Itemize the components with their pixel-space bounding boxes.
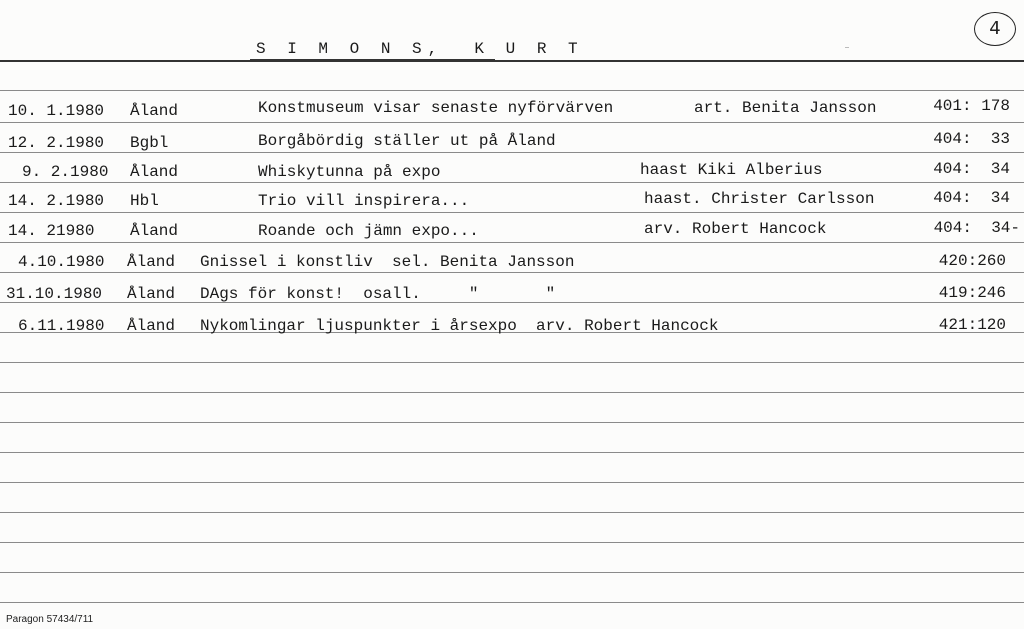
entry-ref: 421:120 [938, 316, 1006, 334]
entry-date: 4.10.1980 [18, 253, 105, 271]
entry-ref: 404: 34 [933, 160, 1010, 178]
rule-line [0, 512, 1024, 513]
rule-line [0, 122, 1024, 123]
entry-source: Åland [127, 317, 176, 335]
entry-ref: 404: 33 [933, 130, 1010, 148]
rule-line [0, 362, 1024, 363]
entry-author: art. Benita Jansson [694, 99, 877, 117]
entry-date: 6.11.1980 [18, 317, 105, 335]
entry-ref: 420:260 [938, 252, 1006, 270]
entry-source: Bgbl [130, 134, 169, 152]
rule-line [0, 572, 1024, 573]
entry-title: DAgs för konst! osall. " " [200, 285, 556, 303]
entry-author: haast. Christer Carlsson [644, 190, 875, 208]
rule-line [0, 90, 1024, 91]
header-rule [0, 60, 1024, 62]
entry-title: Whiskytunna på expo [258, 163, 441, 181]
rule-line [0, 452, 1024, 453]
entry-source: Åland [127, 285, 176, 303]
entry-date: 14. 21980 [8, 222, 95, 240]
rule-line [0, 272, 1024, 273]
entry-date: 31.10.1980 [6, 285, 103, 303]
rule-line [0, 542, 1024, 543]
entry-date: 9. 2.1980 [22, 163, 109, 181]
rule-line [0, 422, 1024, 423]
entry-source: Hbl [130, 192, 159, 210]
entry-author: arv. Robert Hancock [644, 220, 827, 238]
entry-source: Åland [130, 102, 179, 120]
rule-line [0, 392, 1024, 393]
card-name: S I M O N S, K U R T [256, 40, 584, 58]
entry-ref: 404: 34- [933, 219, 1020, 237]
rule-line [0, 482, 1024, 483]
entry-ref: 419:246 [938, 284, 1006, 302]
entry-author: haast Kiki Alberius [640, 161, 823, 179]
entry-date: 14. 2.1980 [8, 192, 105, 210]
entry-title: Borgåbördig ställer ut på Åland [258, 132, 556, 150]
paper-speck [845, 47, 849, 48]
rule-line [0, 602, 1024, 603]
card-footer: Paragon 57434/711 [6, 614, 94, 625]
entry-title: Konstmuseum visar senaste nyförvärven [258, 99, 614, 117]
entry-source: Åland [130, 222, 179, 240]
rule-line [0, 242, 1024, 243]
entry-source: Åland [130, 163, 179, 181]
entry-ref: 401: 178 [933, 97, 1010, 115]
entry-date: 10. 1.1980 [8, 102, 105, 120]
rule-line [0, 182, 1024, 183]
entry-title: Gnissel i konstliv sel. Benita Jansson [200, 253, 575, 271]
card-number: 4 [974, 12, 1016, 46]
entry-title: Trio vill inspirera... [258, 192, 470, 210]
entry-title: Nykomlingar ljuspunkter i årsexpo arv. Robert Hancock [200, 317, 719, 335]
rule-line [0, 212, 1024, 213]
entry-ref: 404: 34 [933, 189, 1010, 207]
entry-date: 12. 2.1980 [8, 134, 105, 152]
entry-source: Åland [127, 253, 176, 271]
entry-title: Roande och jämn expo... [258, 222, 479, 240]
